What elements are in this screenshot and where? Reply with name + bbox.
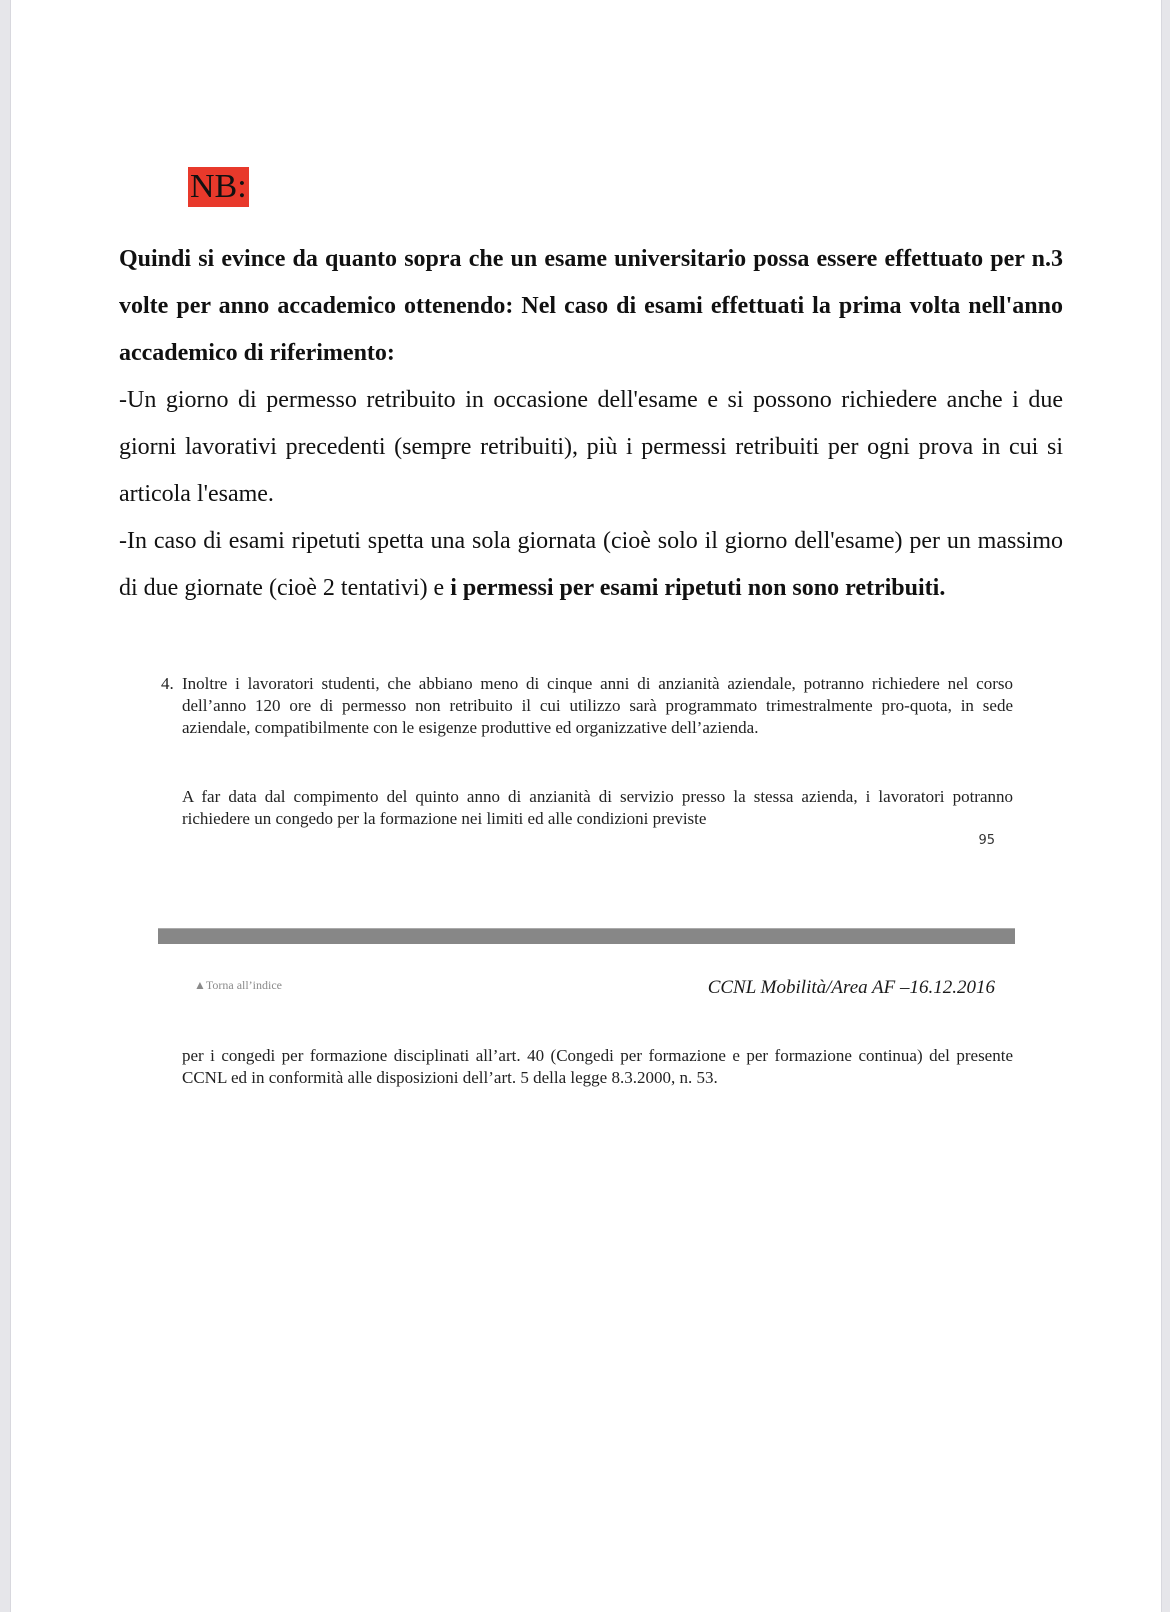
next-page-excerpt	[182, 1045, 1013, 1089]
item-number: 4.	[161, 674, 174, 693]
summary-point-two	[119, 518, 1063, 612]
summary-point-two-text: -In caso di esami ripetuti spetta una sola giornata (cioè solo il giorno dell'esame) per un massimo di due giornate (cioè 2 tentativi) e	[119, 528, 1063, 601]
item-text: Inoltre i lavoratori studenti, che abbiano meno di cinque anni di anzianità aziendale, potranno richiedere nel corso dell’anno 120 ore di permesso non retribuito il cui utilizzo sarà programmato trimestralmente pro-quota, in sede aziendale, compatibilmente con le esigenze produttive ed organizzative dell’azienda.	[182, 674, 1013, 737]
page-separator-bar	[158, 928, 1015, 944]
excerpt-item-4	[161, 673, 1013, 739]
summary-bold-paragraph: Quindi si evince da quanto sopra che un esame universitario possa essere effettuato per n.3 volte per anno accademico ottenendo: Nel caso di esami effettuati la prima volta nell'anno accademico di riferimento:	[119, 246, 1063, 366]
continuation-text: A far data dal compimento del quinto anno di anzianità di servizio presso la stessa azienda, i lavoratori potranno richiedere un congedo per la formazione nei limiti ed alle condizioni previste	[182, 787, 1013, 828]
nb-highlight-label: NB:	[190, 168, 247, 205]
next-page-text: per i congedi per formazione disciplinati all’art. 40 (Congedi per formazione e per formazione continua) del presente CCNL ed in conformità alle disposizioni dell’art. 5 della legge 8.3.2000, n. 53.	[182, 1046, 1013, 1087]
back-to-index-link[interactable]: ▲Torna all’indice	[194, 978, 283, 992]
summary-point-one: -Un giorno di permesso retribuito in occasione dell'esame e si possono richiedere anche i due giorni lavorativi precedenti (sempre retribuiti), più i permessi retribuiti per ogni prova in cui si articola l'esame.	[119, 387, 1063, 507]
document-page	[10, 0, 1162, 1612]
excerpt-continuation	[182, 786, 1013, 830]
summary-section	[119, 236, 1063, 612]
page-number: 95	[978, 833, 995, 848]
summary-point-two-bold: i permessi per esami ripetuti non sono retribuiti.	[450, 575, 946, 601]
footer-document-title: CCNL Mobilità/Area AF –16.12.2016	[707, 977, 995, 998]
